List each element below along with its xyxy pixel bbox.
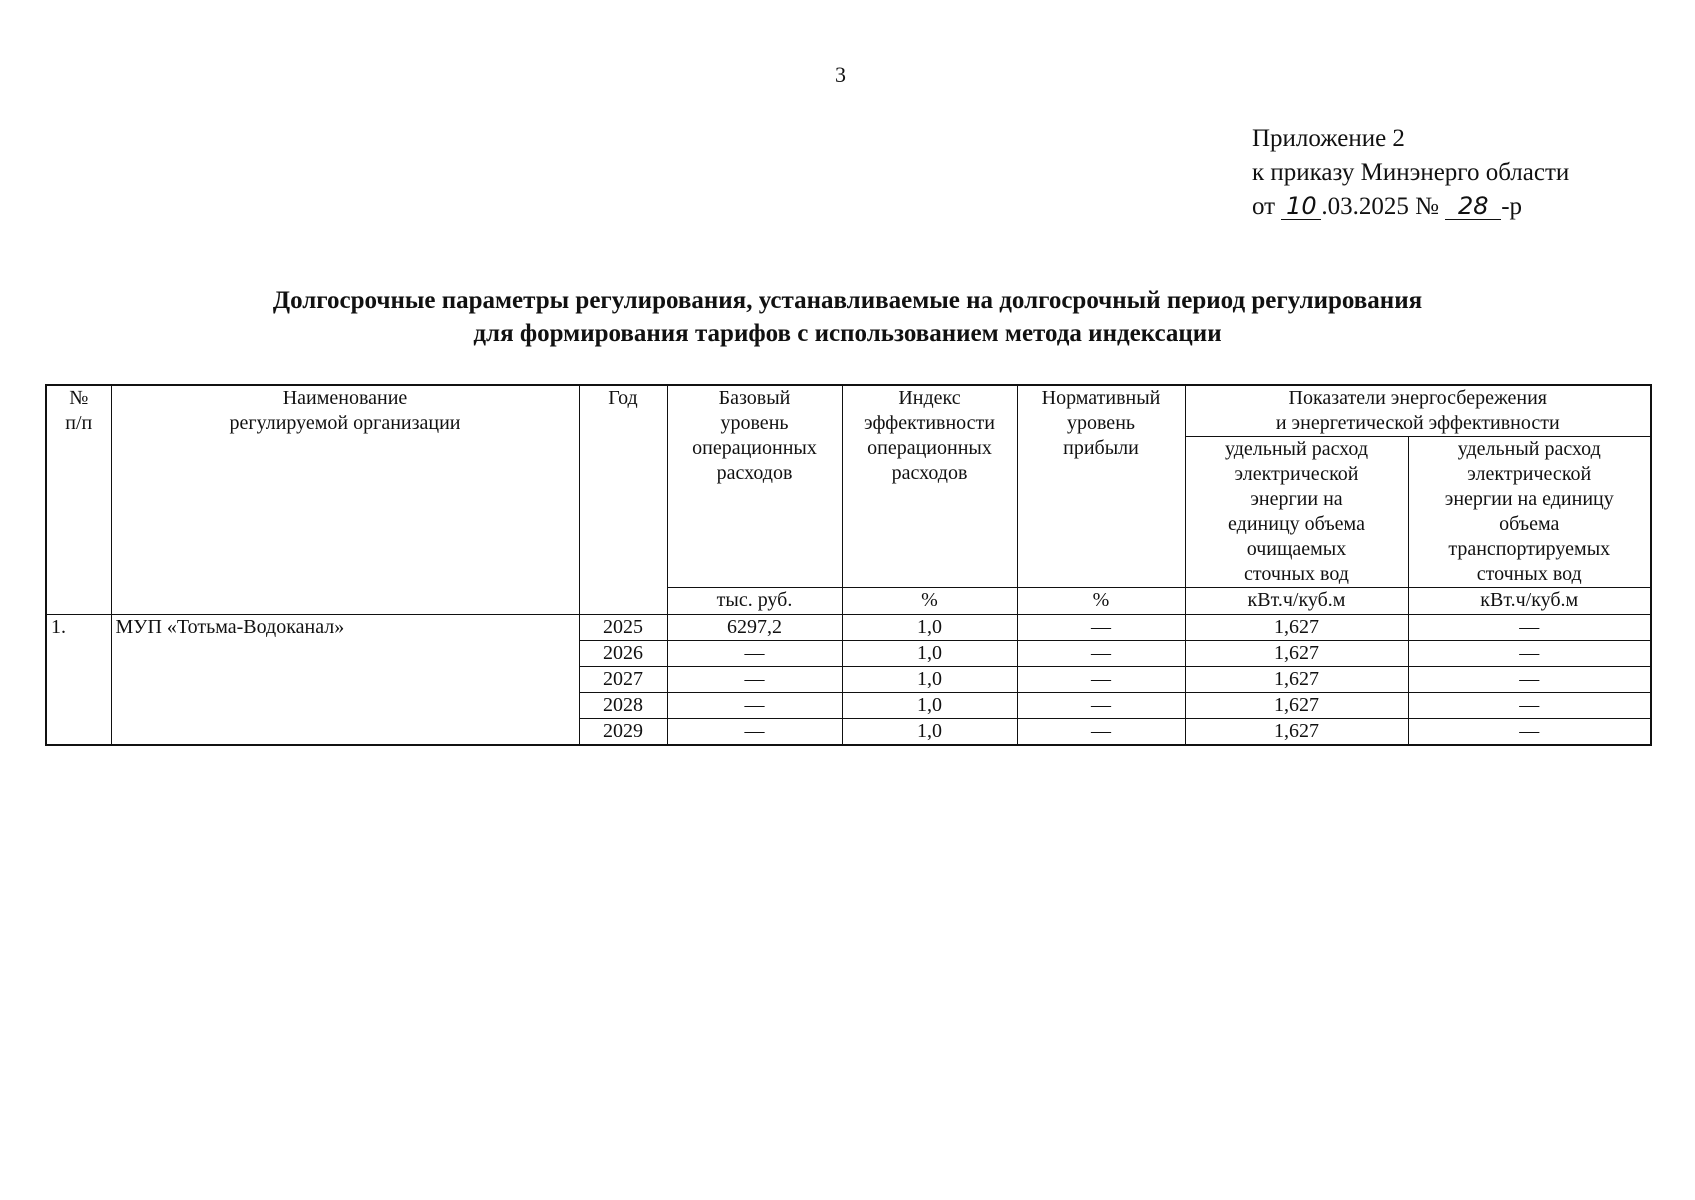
header-organization-line: Наименование <box>282 387 408 409</box>
header-number-line: № <box>69 387 89 409</box>
header-energy-transported-line: электрической <box>1467 463 1592 485</box>
header-index-line: Индекс <box>898 387 961 409</box>
header-profit-line: прибыли <box>1063 437 1139 459</box>
header-profit-line: Нормативный <box>1041 387 1161 409</box>
cell-energy-transported: — <box>1408 641 1651 667</box>
cell-index: 1,0 <box>842 667 1017 693</box>
page-number: 3 <box>835 62 846 87</box>
header-energy-treated-line: очищаемых <box>1246 538 1347 560</box>
cell-index: 1,0 <box>842 615 1017 641</box>
header-energy-transported-line: объема <box>1499 513 1560 535</box>
cell-base: — <box>667 667 842 693</box>
appendix-order-ref: к приказу Минэнерго области <box>1252 159 1570 186</box>
header-energy-group <box>1185 385 1651 437</box>
order-number-handwritten: 28 <box>1445 193 1501 220</box>
cell-energy-treated: 1,627 <box>1185 615 1408 641</box>
document-title <box>100 284 1595 350</box>
cell-profit: — <box>1017 667 1185 693</box>
header-base-line: уровень <box>720 412 789 434</box>
header-efficiency-index <box>842 385 1017 588</box>
header-profit-line: уровень <box>1066 412 1136 434</box>
cell-energy-treated: 1,627 <box>1185 719 1408 746</box>
table-row <box>46 615 1651 641</box>
cell-index: 1,0 <box>842 719 1017 746</box>
header-organization-line: регулируемой организации <box>229 412 461 434</box>
unit-energy-treated: кВт.ч/куб.м <box>1185 588 1408 615</box>
unit-index: % <box>842 588 1017 615</box>
header-energy-transported <box>1408 437 1651 588</box>
header-energy-transported-line: энергии на единицу <box>1444 488 1614 510</box>
cell-energy-transported: — <box>1408 693 1651 719</box>
cell-energy-treated: 1,627 <box>1185 667 1408 693</box>
cell-profit: — <box>1017 615 1185 641</box>
header-index-line: эффективности <box>863 412 995 434</box>
cell-base: 6297,2 <box>667 615 842 641</box>
cell-year: 2027 <box>579 667 667 693</box>
unit-energy-transported: кВт.ч/куб.м <box>1408 588 1651 615</box>
cell-energy-transported: — <box>1408 667 1651 693</box>
header-energy-treated-line: сточных вод <box>1244 563 1349 585</box>
header-energy-transported-line: транспортируемых <box>1448 538 1611 560</box>
header-year: Год <box>579 385 667 615</box>
header-energy-treated-line: электрической <box>1234 463 1359 485</box>
org-number: 1. <box>46 615 111 746</box>
cell-year: 2028 <box>579 693 667 719</box>
header-energy-transported-line: сточных вод <box>1476 563 1582 585</box>
unit-profit: % <box>1017 588 1185 615</box>
date-prefix: от <box>1252 193 1276 220</box>
cell-index: 1,0 <box>842 693 1017 719</box>
appendix-block <box>1252 122 1569 224</box>
header-energy-treated-line: удельный расход <box>1224 438 1369 460</box>
header-base-line: Базовый <box>718 387 791 409</box>
cell-energy-treated: 1,627 <box>1185 693 1408 719</box>
cell-year: 2029 <box>579 719 667 746</box>
header-profit-level <box>1017 385 1185 588</box>
header-index-line: операционных <box>867 437 992 459</box>
cell-profit: — <box>1017 641 1185 667</box>
parameters-table <box>45 384 1652 746</box>
header-base-line: расходов <box>716 462 793 484</box>
header-number-line: п/п <box>65 412 93 434</box>
cell-base: — <box>667 719 842 746</box>
header-energy-treated <box>1185 437 1408 588</box>
cell-year: 2025 <box>579 615 667 641</box>
header-energy-treated-line: единицу объема <box>1228 513 1365 535</box>
header-energy-group-line: и энергетической эффективности <box>1275 412 1560 434</box>
cell-energy-treated: 1,627 <box>1185 641 1408 667</box>
cell-year: 2026 <box>579 641 667 667</box>
cell-index: 1,0 <box>842 641 1017 667</box>
appendix-date-line <box>1252 190 1569 224</box>
date-rest: .03.2025 № <box>1321 193 1439 220</box>
order-suffix: -р <box>1501 193 1523 220</box>
appendix-title: Приложение 2 <box>1252 125 1405 152</box>
header-row-1 <box>46 385 1651 437</box>
cell-base: — <box>667 641 842 667</box>
header-number <box>46 385 111 615</box>
org-name: МУП «Тотьма-Водоканал» <box>111 615 579 746</box>
header-energy-treated-line: энергии на <box>1250 488 1343 510</box>
header-index-line: расходов <box>891 462 968 484</box>
header-base-line: операционных <box>692 437 817 459</box>
header-energy-group-line: Показатели энергосбережения <box>1288 387 1547 409</box>
header-base-level <box>667 385 842 588</box>
header-energy-transported-line: удельный расход <box>1457 438 1601 460</box>
cell-profit: — <box>1017 693 1185 719</box>
date-day-handwritten: 10 <box>1281 193 1321 220</box>
header-organization <box>111 385 579 615</box>
cell-base: — <box>667 693 842 719</box>
cell-energy-transported: — <box>1408 719 1651 746</box>
cell-energy-transported: — <box>1408 615 1651 641</box>
cell-profit: — <box>1017 719 1185 746</box>
unit-base: тыс. руб. <box>667 588 842 615</box>
title-line-1: Долгосрочные параметры регулирования, устанавливаемые на долгосрочный период регулирования <box>272 287 1423 314</box>
title-line-2: для формирования тарифов с использованием метода индексации <box>473 320 1222 347</box>
